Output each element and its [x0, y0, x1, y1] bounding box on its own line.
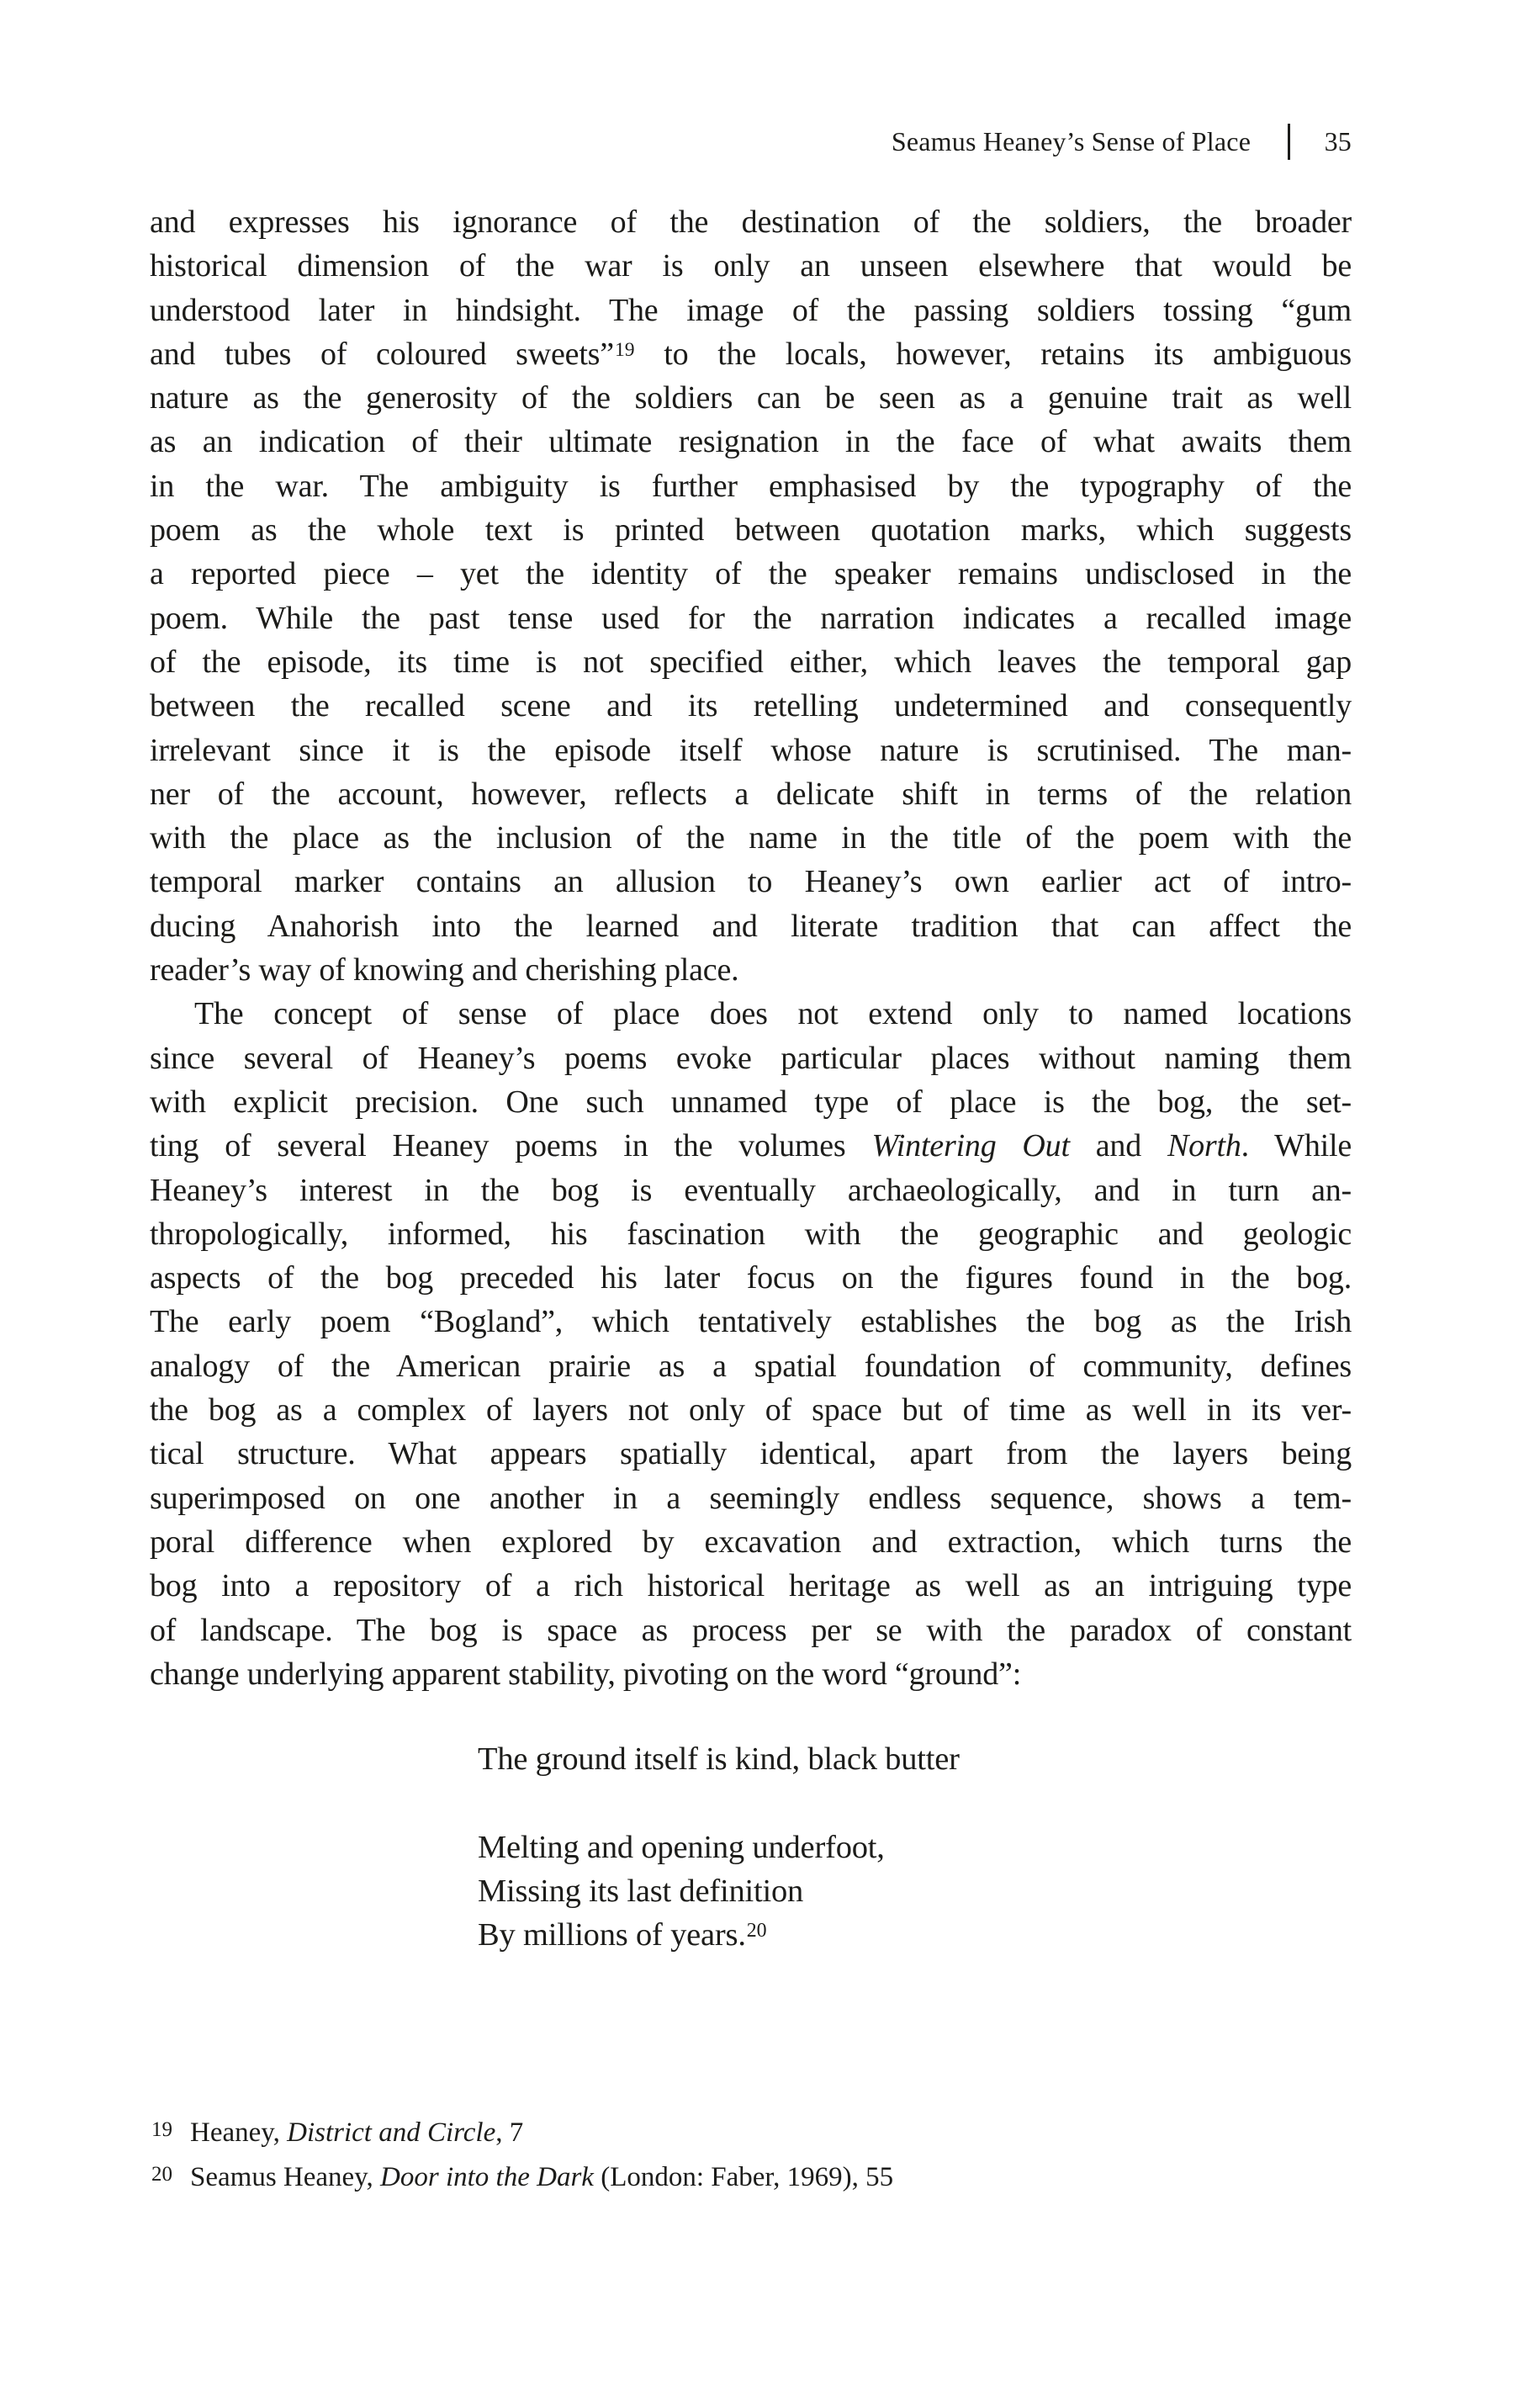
body-line: [150, 1564, 1352, 1608]
footnote-marker: 19: [151, 2118, 172, 2141]
text-segment: as an indication of their ultimate resignation in the face of what awaits them: [150, 424, 1352, 460]
text-segment: Seamus Heaney,: [190, 2162, 381, 2192]
text-segment: Missing its last definition: [478, 1873, 804, 1909]
body-line: [150, 1256, 1352, 1300]
body-line: [150, 1036, 1352, 1080]
footnote-marker: 20: [151, 2163, 172, 2186]
footnote-ref: 20: [746, 1920, 767, 1942]
text-segment: in the war. The ambiguity is further emphasised by the typography of the: [150, 468, 1352, 504]
verse-line: [478, 1826, 960, 1869]
body-line: [150, 816, 1352, 860]
body-line: [150, 420, 1352, 464]
body-line: [150, 1080, 1352, 1124]
text-segment: and: [1069, 1128, 1167, 1164]
text-segment: the bog as a complex of layers not only of space but of time as well in its ver-: [150, 1392, 1352, 1428]
text-segment: between the recalled scene and its retelling undetermined and consequently: [150, 688, 1352, 724]
text-segment: Heaney’s interest in the bog is eventually archaeologically, and in turn an-: [150, 1172, 1352, 1208]
body-line: [150, 1388, 1352, 1432]
body-line: [150, 1432, 1352, 1476]
verse-line: [478, 1737, 960, 1781]
body-line: [150, 332, 1352, 376]
body-line: [150, 244, 1352, 288]
text-segment: with explicit precision. One such unnamed type of place is the bog, the set-: [150, 1084, 1352, 1120]
text-segment: ting of several Heaney poems in the volumes: [150, 1128, 872, 1164]
running-header-title: Seamus Heaney’s Sense of Place: [891, 126, 1252, 156]
text-segment: temporal marker contains an allusion to Heaney’s own earlier act of intro-: [150, 864, 1352, 900]
text-segment: analogy of the American prairie as a spatial foundation of community, defines: [150, 1348, 1352, 1384]
body-line: [150, 904, 1352, 948]
text-segment: The concept of sense of place does not extend only to named locations: [194, 996, 1352, 1032]
body-line: [150, 1124, 1352, 1168]
footnotes-block: [150, 2111, 1352, 2200]
body-line: [150, 1609, 1352, 1652]
text-segment: tical structure. What appears spatially identical, apart from the layers being: [150, 1436, 1352, 1472]
text-segment: superimposed on one another in a seemingly endless sequence, shows a tem-: [150, 1480, 1352, 1516]
text-segment: ner of the account, however, reflects a delicate shift in terms of the relation: [150, 776, 1352, 812]
verse-line: [478, 1913, 960, 1957]
text-segment: . While: [1241, 1128, 1352, 1164]
text-segment: reader’s way of knowing and cherishing place.: [150, 952, 739, 988]
text-segment: of landscape. The bog is space as process per se with the paradox of constant: [150, 1612, 1352, 1648]
body-text-column: [150, 200, 1352, 1696]
body-line: [150, 508, 1352, 552]
text-segment: poem as the whole text is printed between quotation marks, which suggests: [150, 512, 1352, 549]
text-segment: Wintering Out: [871, 1128, 1070, 1164]
body-line: [150, 1169, 1352, 1212]
verse-quote-block: [478, 1737, 960, 1957]
text-segment: and expresses his ignorance of the destination of the soldiers, the broader: [150, 204, 1352, 240]
body-line: [150, 729, 1352, 772]
verse-blank-line: [478, 1781, 960, 1825]
text-segment: understood later in hindsight. The image of the passing soldiers tossing “gum: [150, 292, 1352, 328]
text-segment: since several of Heaney’s poems evoke particular places without naming them: [150, 1040, 1352, 1076]
text-segment: , 7: [495, 2117, 524, 2148]
text-segment: Door into the Dark: [380, 2162, 594, 2192]
text-segment: Melting and opening underfoot,: [478, 1829, 885, 1865]
body-line: [150, 1476, 1352, 1520]
text-segment: to the locals, however, retains its ambiguous: [634, 336, 1352, 372]
body-line: [150, 1300, 1352, 1344]
page-number: 35: [1324, 126, 1352, 156]
text-segment: bog into a repository of a rich historical heritage as well as an intriguing type: [150, 1568, 1352, 1604]
text-segment: historical dimension of the war is only an unseen elsewhere that would be: [150, 248, 1352, 284]
footnote-ref: 19: [614, 339, 635, 361]
text-segment: irrelevant since it is the episode itself whose nature is scrutinised. The man-: [150, 732, 1352, 768]
body-line: [150, 992, 1352, 1036]
body-line: [150, 1212, 1352, 1256]
text-segment: North: [1167, 1128, 1241, 1164]
body-line: [150, 289, 1352, 332]
text-segment: ducing Anahorish into the learned and literate tradition that can affect the: [150, 908, 1352, 944]
body-line: [150, 200, 1352, 244]
text-segment: (London: Faber, 1969), 55: [593, 2162, 894, 2192]
body-line: [150, 948, 1352, 992]
body-line: [150, 596, 1352, 640]
body-line: [150, 1520, 1352, 1564]
text-segment: a reported piece – yet the identity of the speaker remains undisclosed in the: [150, 556, 1352, 592]
text-segment: The ground itself is kind, black butter: [478, 1741, 960, 1777]
text-segment: By millions of years.: [478, 1917, 746, 1953]
text-segment: nature as the generosity of the soldiers can be seen as a genuine trait as well: [150, 380, 1352, 416]
body-line: [150, 860, 1352, 904]
verse-line: [478, 1869, 960, 1913]
text-segment: change underlying apparent stability, pivoting on the word “ground”:: [150, 1656, 1022, 1692]
body-line: [150, 1344, 1352, 1388]
text-segment: aspects of the bog preceded his later focus on the figures found in the bog.: [150, 1260, 1352, 1296]
running-header: [150, 124, 1352, 160]
text-segment: Heaney,: [190, 2117, 288, 2148]
footnote: [150, 2155, 1352, 2200]
body-line: [150, 464, 1352, 508]
body-line: [150, 684, 1352, 728]
text-segment: and tubes of coloured sweets”: [150, 336, 614, 372]
body-line: [150, 552, 1352, 596]
header-divider-bar: [1288, 124, 1290, 160]
text-segment: thropologically, informed, his fascination with the geographic and geologic: [150, 1216, 1352, 1252]
text-segment: poral difference when explored by excavation and extraction, which turns the: [150, 1524, 1352, 1560]
footnote: [150, 2111, 1352, 2155]
text-segment: The early poem “Bogland”, which tentatively establishes the bog as the Irish: [150, 1304, 1352, 1340]
body-line: [150, 376, 1352, 420]
text-segment: of the episode, its time is not specified either, which leaves the temporal gap: [150, 644, 1352, 680]
body-line: [150, 640, 1352, 684]
text-segment: with the place as the inclusion of the name in the title of the poem with the: [150, 820, 1352, 856]
text-segment: District and Circle: [287, 2117, 496, 2148]
body-line: [150, 1652, 1352, 1696]
body-line: [150, 772, 1352, 816]
text-segment: poem. While the past tense used for the narration indicates a recalled image: [150, 600, 1352, 636]
